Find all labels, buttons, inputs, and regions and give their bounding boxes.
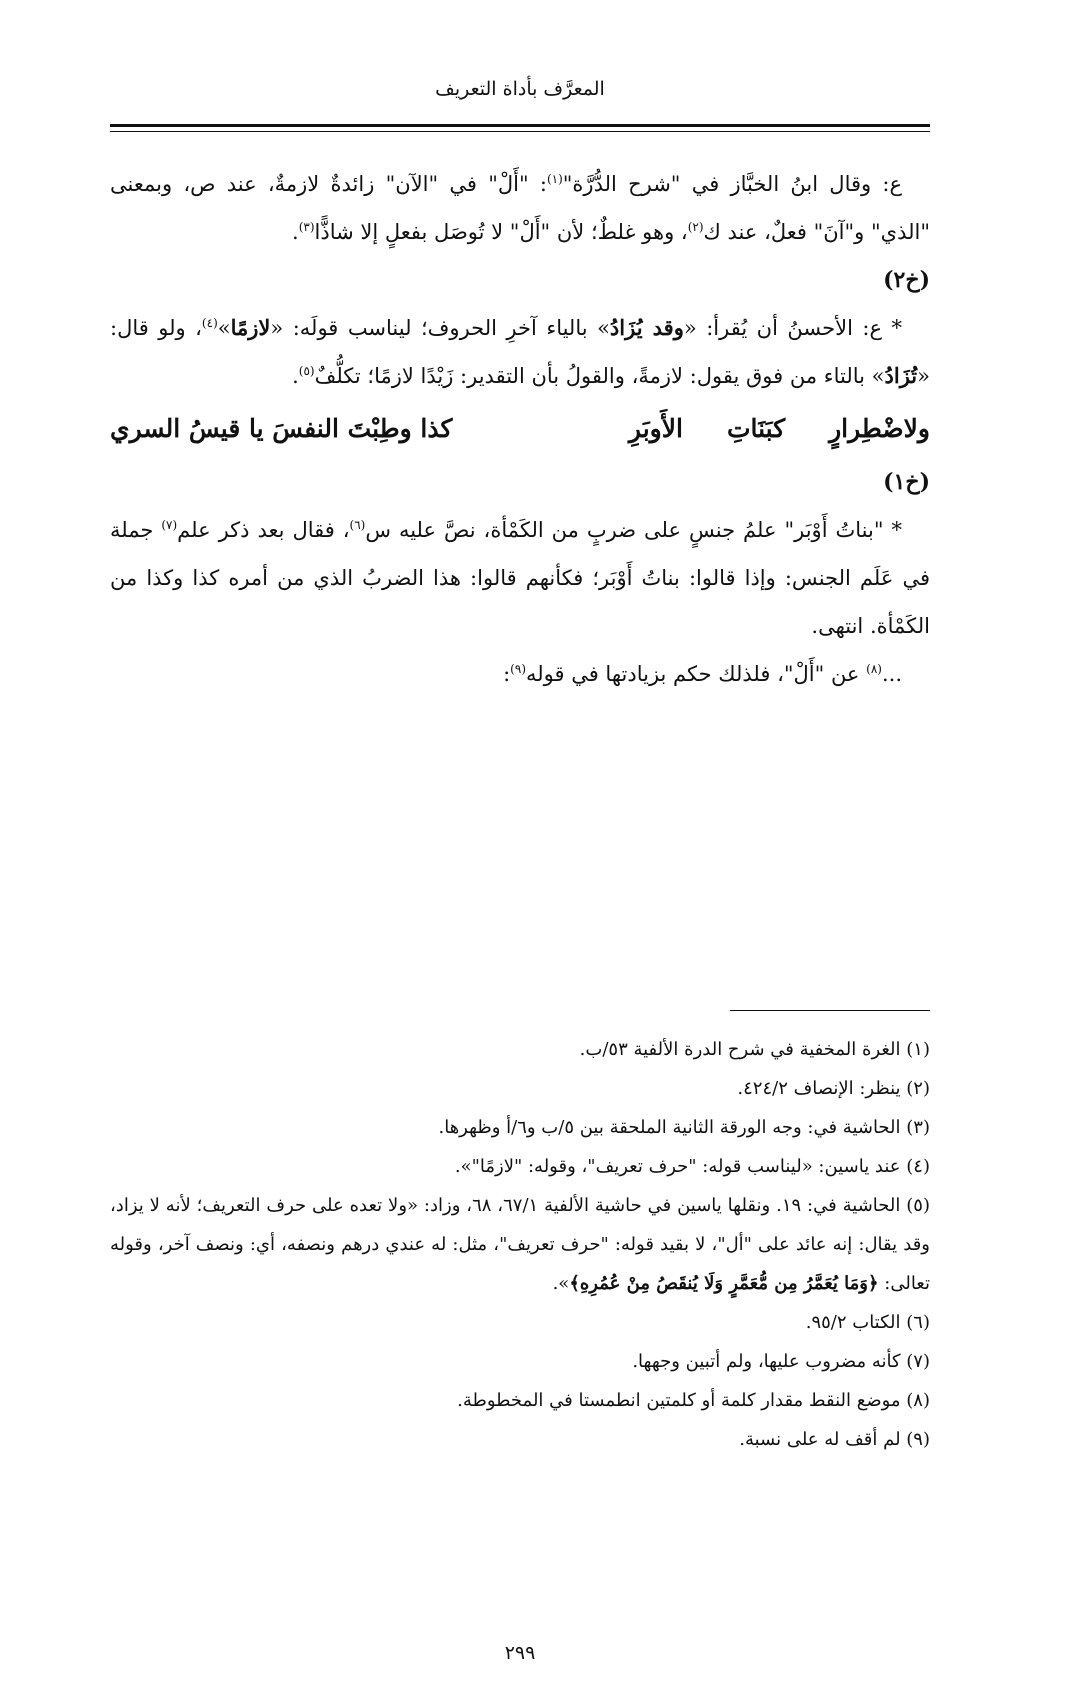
text: : — [503, 662, 511, 686]
text: : "أَلْ" في "الآن" زائدةٌ لازمةٌ، عند ص، وبمعنى "الذي" و"آنَ" فعلٌ، عند ك — [110, 172, 930, 244]
text: جملة في عَلَم الجنس: وإذا قالوا: بناتُ أَوْبَر؛ فكأنهم قالوا: هذا الضربُ الذي من أمره كذا وكذا من الكَمْأة. انتهى. — [110, 518, 930, 638]
footnote-ref-2[interactable]: (٢) — [687, 220, 704, 234]
footnote-ref-7[interactable]: (٧) — [161, 518, 178, 532]
text: * ع: الأحسنُ أن يُقرأ: « — [683, 316, 902, 340]
label-kh2: (خ٢) — [883, 267, 930, 293]
text: » — [217, 316, 231, 340]
verse-word: الأَوبَرِ — [628, 414, 683, 443]
main-text — [110, 160, 930, 698]
verse-word: كبَنَاتِ — [726, 414, 786, 443]
text: ع: وقال ابنُ الخبَّاز في "شرح الدُّرَّة" — [562, 172, 902, 196]
footnote-6: (٦) الكتاب ٩٥/٢. — [805, 1312, 930, 1333]
footnote-8: (٨) موضع النقط مقدار كلمة أو كلمتين انطمستا في المخطوطة. — [457, 1390, 930, 1411]
text: * "بناتُ أَوْبَر" علمُ جنسٍ على ضربٍ من الكَمْأة، نصَّ عليه س — [365, 518, 902, 542]
header-rule-thick — [110, 124, 930, 127]
quran-quote: ﴿وَمَا يُعَمَّرُ مِن مُّعَمَّرٍ وَلَا يُنقَصُ مِنْ عُمُرِهِ﴾ — [569, 1273, 879, 1294]
paragraph-4 — [110, 650, 930, 698]
text: . — [292, 220, 299, 244]
footnote-9: (٩) لم أقف له على نسبة. — [739, 1429, 930, 1450]
header-rule-thin — [110, 131, 930, 132]
text: ، وهو غلطٌ؛ لأن "أَلْ" لا تُوصَل بفعلٍ إلا شاذًّا — [314, 220, 688, 244]
footnote-4: (٤) عند ياسين: «ليناسب قوله: "حرف تعريف"، وقوله: "لازمًا"». — [454, 1156, 930, 1177]
footnote-ref-6[interactable]: (٦) — [349, 518, 366, 532]
footnote-3: (٣) الحاشية في: وجه الورقة الثانية الملحقة بين ٥/ب و٦/أ وظهرها. — [438, 1117, 930, 1138]
quoted-term: لازمًا — [230, 315, 271, 340]
text: ». — [552, 1273, 570, 1294]
paragraph-3 — [110, 506, 930, 650]
text: عن "أَلْ"، فلذلك حكم بزيادتها في قوله — [526, 662, 867, 686]
paragraph-1 — [110, 160, 930, 256]
verse-word: ولاضْطِرارٍ — [829, 414, 930, 443]
footnote-ref-8[interactable]: (٨) — [866, 662, 882, 676]
text: » بالتاء من فوق يقول: لازمةً، والقولُ بأن التقدير: زَيْدًا لازمًا؛ تكلُّفٌ — [314, 364, 885, 388]
footnote-7: (٧) كأنه مضروب عليها، ولم أتبين وجهها. — [632, 1351, 930, 1372]
page-number: ٢٩٩ — [504, 1642, 536, 1664]
poetry-verse — [110, 402, 930, 456]
footnote-ref-1[interactable]: (١) — [546, 172, 563, 186]
footnotes — [110, 1030, 930, 1459]
footnote-ref-5[interactable]: (٥) — [298, 364, 315, 378]
paragraph-2 — [110, 304, 930, 400]
quoted-term: تُزَادُ — [884, 363, 918, 388]
text: . — [292, 364, 299, 388]
running-header: المعرَّف بأداة التعريف — [435, 78, 605, 100]
footnote-2: (٢) ينظر: الإنصاف ٤٢٤/٢. — [737, 1078, 930, 1099]
footnote-5 — [110, 1186, 930, 1303]
footnote-1: (١) الغرة المخفية في شرح الدرة الألفية ٥٣/ب. — [579, 1039, 930, 1060]
verse-second-hemistich: كذا وطِبْتَ النفسَ يا قيسُ السري — [110, 414, 453, 443]
footnote-separator — [730, 1010, 930, 1011]
quoted-term: وقد يُزَادُ — [609, 315, 684, 340]
verse-first-hemistich — [629, 402, 930, 456]
text: (٥) الحاشية في: ١٩. ونقلها ياسين في حاشية الألفية ٦٧/١، ٦٨، وزاد: «ولا تعده على حرف التعريف؛ لأنه لا يزاد، وقد يقال: إنه عائد على "أل"، لا بقيد قوله: "حرف تعريف"، مثل: له عندي درهم ونصفه، أي: ونصف آخر، وقوله تعالى: — [110, 1195, 930, 1294]
footnote-ref-9[interactable]: (٩) — [510, 662, 526, 676]
footnote-ref-4[interactable]: (٤) — [201, 316, 218, 330]
text: » بالياء آخرِ الحروف؛ ليناسب قولَه: « — [270, 316, 610, 340]
text: ، فقال بعد ذكر علم — [177, 518, 350, 542]
text: ، ولو قال: « — [110, 316, 930, 388]
text: ... — [881, 662, 902, 686]
footnote-ref-3[interactable]: (٣) — [298, 220, 315, 234]
label-kh1: (خ١) — [883, 469, 930, 495]
